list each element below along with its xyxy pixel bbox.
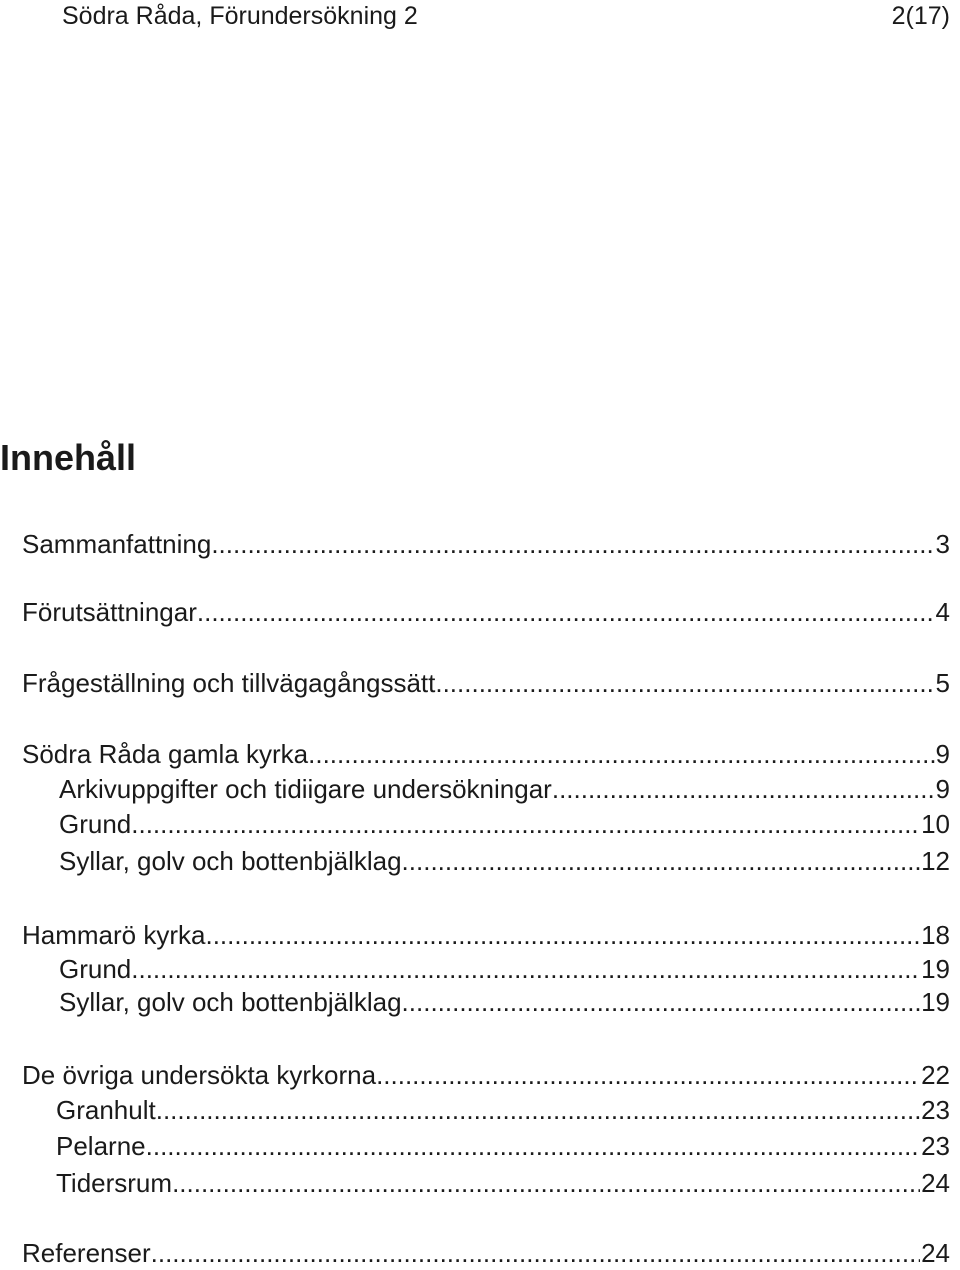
toc-leader [146, 1130, 920, 1162]
toc-entry-grund-hammaro[interactable] [59, 953, 950, 985]
toc-entry-page: 23 [921, 1131, 950, 1161]
toc-entry-page: 12 [921, 846, 950, 876]
toc-entry-page: 24 [921, 1168, 950, 1198]
toc-leader [131, 808, 920, 840]
toc-leader [151, 1237, 920, 1269]
toc-entry-syllar-hammaro[interactable] [59, 986, 950, 1018]
toc-entry-ovriga[interactable] [22, 1059, 950, 1091]
toc-leader [435, 667, 934, 699]
page-number: 2(17) [891, 2, 950, 30]
toc-leader [172, 1167, 920, 1199]
toc-entry-tidersrum[interactable] [56, 1167, 950, 1199]
toc-entry-label: Tidersrum [56, 1168, 173, 1198]
toc-entry-page: 18 [921, 920, 950, 950]
toc-entry-page: 19 [921, 954, 950, 984]
toc-entry-label: Syllar, golv och bottenbjälklag [59, 987, 402, 1017]
toc-leader [376, 1059, 920, 1091]
toc-entry-label: Granhult [56, 1095, 156, 1125]
toc-entry-page: 5 [935, 668, 950, 698]
toc-entry-fragestallning[interactable] [22, 667, 950, 699]
toc-entry-page: 10 [921, 809, 950, 839]
toc-entry-page: 3 [935, 529, 950, 559]
toc-leader [552, 773, 935, 805]
toc-entry-granhult[interactable] [56, 1094, 950, 1126]
document-title: Södra Råda, Förundersökning 2 [62, 2, 418, 30]
toc-entry-label: De övriga undersökta kyrkorna [22, 1060, 377, 1090]
toc-entry-label: Pelarne [56, 1131, 146, 1161]
toc-entry-referenser[interactable] [22, 1237, 950, 1269]
toc-entry-pelarne[interactable] [56, 1130, 950, 1162]
toc-entry-sodra-rada[interactable] [22, 738, 950, 770]
toc-leader [211, 528, 934, 560]
toc-leader [205, 919, 920, 951]
toc-entry-page: 19 [921, 987, 950, 1017]
toc-entry-page: 23 [921, 1095, 950, 1125]
toc-entry-label: Grund [59, 809, 132, 839]
toc-entry-hammaro[interactable] [22, 919, 950, 951]
toc-leader [402, 845, 921, 877]
toc-leader [308, 738, 934, 770]
toc-entry-label: Hammarö kyrka [22, 920, 206, 950]
toc-entry-label: Referenser [22, 1238, 151, 1268]
toc-entry-arkivuppgifter[interactable] [59, 773, 950, 805]
toc-leader [156, 1094, 920, 1126]
toc-entry-page: 9 [935, 774, 950, 804]
toc-entry-page: 9 [935, 739, 950, 769]
toc-leader [402, 986, 921, 1018]
toc-leader [131, 953, 920, 985]
toc-entry-label: Syllar, golv och bottenbjälklag [59, 846, 402, 876]
toc-entry-label: Förutsättningar [22, 597, 197, 627]
toc-entry-label: Södra Råda gamla kyrka [22, 739, 309, 769]
toc-entry-label: Sammanfattning [22, 529, 212, 559]
toc-entry-label: Grund [59, 954, 132, 984]
toc-leader [197, 596, 935, 628]
toc-entry-page: 4 [935, 597, 950, 627]
toc-entry-label: Frågeställning och tillvägagångssätt [22, 668, 436, 698]
toc-entry-syllar-sodra-rada[interactable] [59, 845, 950, 877]
toc-entry-label: Arkivuppgifter och tidiigare undersökningar [59, 774, 552, 804]
toc-entry-grund-sodra-rada[interactable] [59, 808, 950, 840]
toc-heading: Innehåll [0, 437, 137, 478]
toc-entry-forutsattningar[interactable] [22, 596, 950, 628]
toc-entry-sammanfattning[interactable] [22, 528, 950, 560]
toc-entry-page: 24 [921, 1238, 950, 1268]
toc-entry-page: 22 [921, 1060, 950, 1090]
